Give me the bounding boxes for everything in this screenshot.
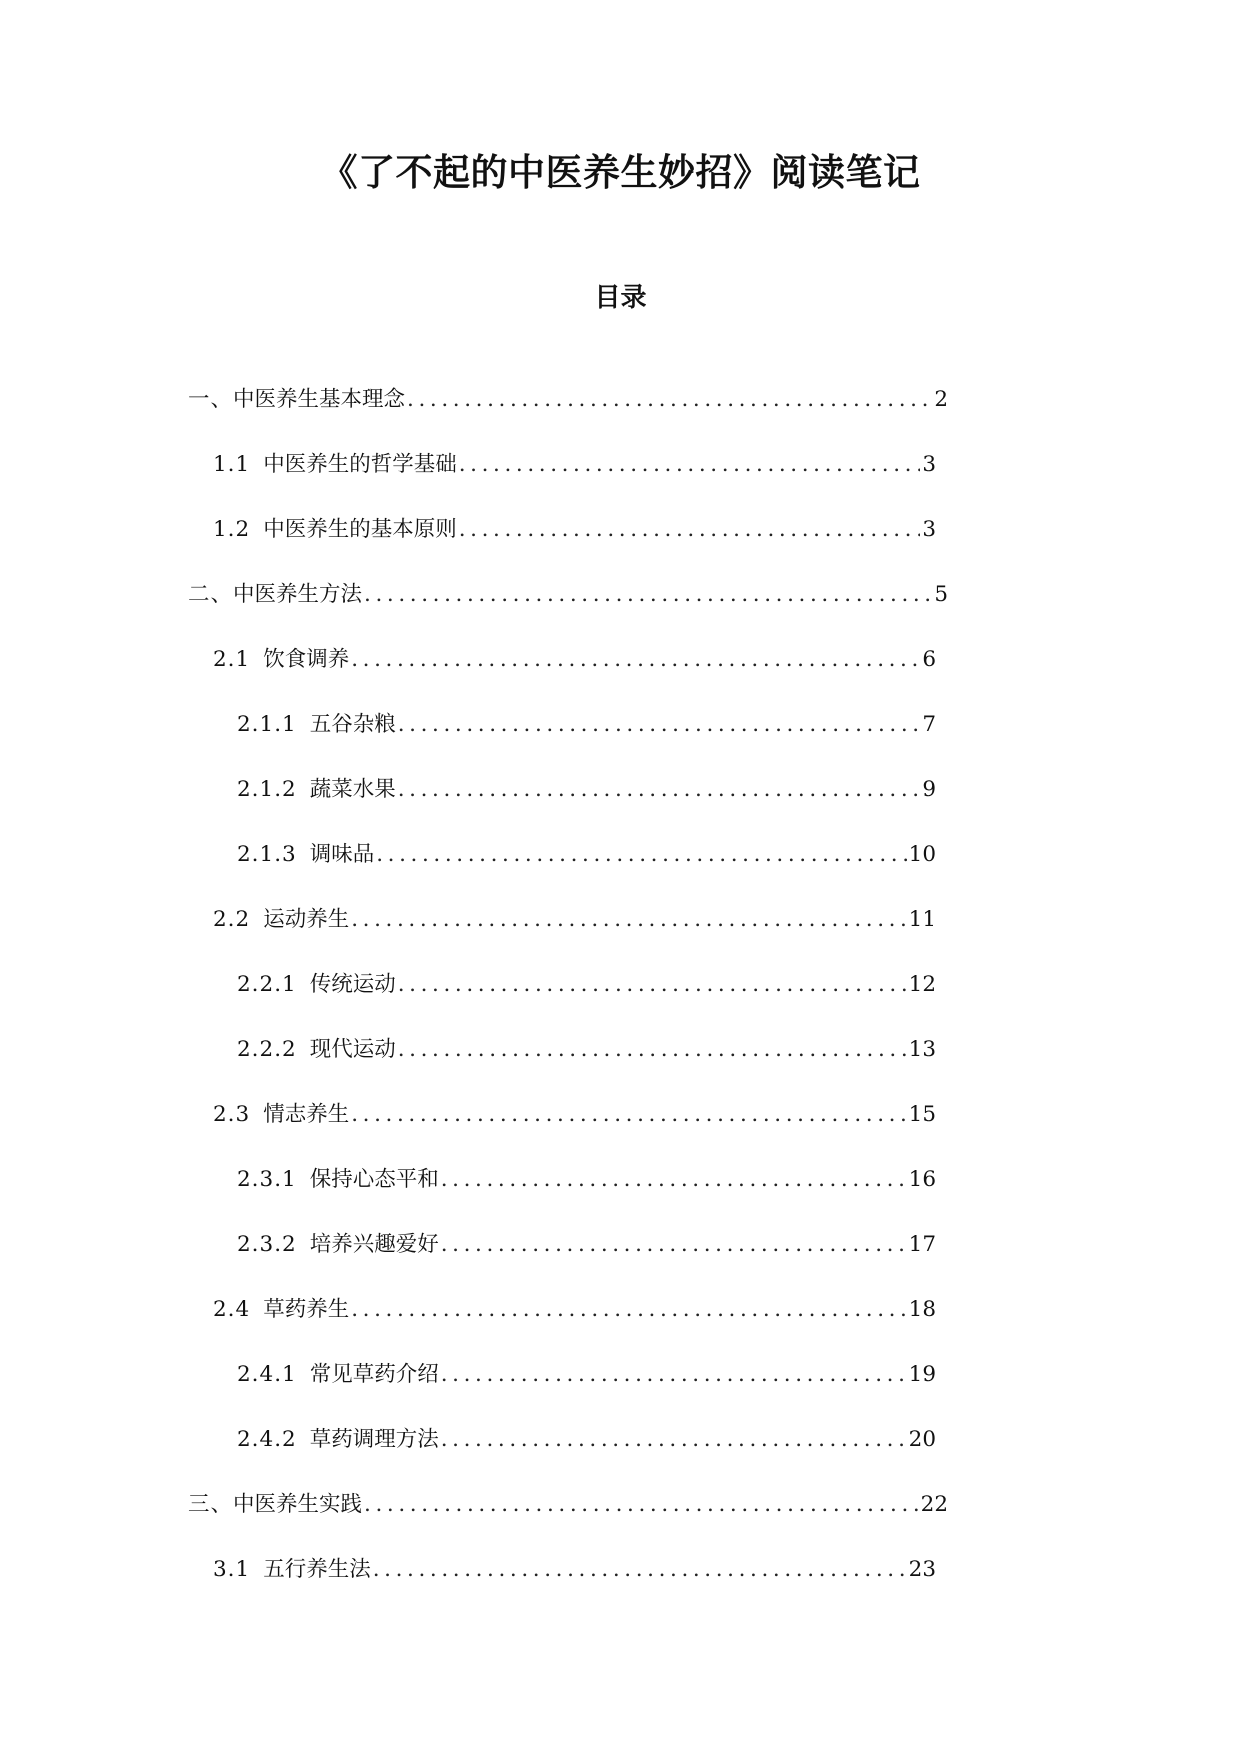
toc-entry[interactable] <box>0 1035 936 1100</box>
toc-page-number: 2 <box>934 387 948 412</box>
toc-entry-number: 2.2.1 <box>237 972 297 997</box>
table-of-contents <box>0 385 1241 1620</box>
toc-dot-leader <box>459 515 921 545</box>
toc-entry[interactable] <box>0 775 936 840</box>
toc-dot-leader <box>398 710 921 740</box>
toc-entry-title: 情志养生 <box>263 1102 350 1127</box>
toc-entry-number: 1.2 <box>213 517 251 542</box>
toc-page-number: 12 <box>908 972 936 997</box>
toc-page-number: 22 <box>920 1492 948 1517</box>
document-title: 《了不起的中医养生妙招》阅读笔记 <box>320 151 921 194</box>
toc-dot-leader <box>398 775 921 805</box>
toc-entry[interactable] <box>0 645 936 710</box>
toc-dot-leader <box>441 1360 907 1390</box>
toc-page-number: 15 <box>908 1102 936 1127</box>
toc-entry-number: 1.1 <box>213 452 251 477</box>
toc-entry[interactable] <box>0 580 948 645</box>
toc-entry[interactable] <box>0 450 936 515</box>
toc-page-number: 6 <box>922 647 936 672</box>
toc-entry[interactable] <box>0 515 936 580</box>
toc-dot-leader <box>351 645 920 675</box>
toc-page-number: 5 <box>934 582 948 607</box>
toc-page-number: 3 <box>922 517 936 542</box>
toc-dot-leader <box>441 1230 907 1260</box>
toc-entry[interactable] <box>0 1295 936 1360</box>
toc-entry-number: 2.4.1 <box>237 1362 297 1387</box>
toc-entry-number: 2.1 <box>213 647 251 672</box>
toc-entry-title: 蔬菜水果 <box>309 777 396 802</box>
toc-entry-number: 2.3.2 <box>237 1232 297 1257</box>
toc-entry[interactable] <box>0 1100 936 1165</box>
toc-entry[interactable] <box>0 710 936 775</box>
toc-entry-title: 中医养生实践 <box>233 1492 363 1517</box>
toc-heading: 目录 <box>594 283 647 313</box>
toc-entry-number: 2.2.2 <box>237 1037 297 1062</box>
toc-entry-title: 草药养生 <box>263 1297 350 1322</box>
toc-entry-title: 中医养生方法 <box>233 582 363 607</box>
toc-entry-number: 3.1 <box>213 1557 251 1582</box>
toc-entry-number: 2.1.3 <box>237 842 297 867</box>
toc-dot-leader <box>351 1295 906 1325</box>
toc-page-number: 11 <box>908 907 936 932</box>
toc-entry-number: 一、 <box>188 387 234 412</box>
toc-page-number: 23 <box>908 1557 936 1582</box>
toc-entry-title: 运动养生 <box>263 907 350 932</box>
toc-dot-leader <box>364 1490 919 1520</box>
toc-page-number: 16 <box>908 1167 936 1192</box>
toc-entry-number: 2.4.2 <box>237 1427 297 1452</box>
toc-dot-leader <box>373 1555 907 1585</box>
toc-entry[interactable] <box>0 1490 948 1555</box>
toc-entry[interactable] <box>0 905 936 970</box>
toc-entry-title: 饮食调养 <box>263 647 350 672</box>
toc-page-number: 20 <box>908 1427 936 1452</box>
toc-page-number: 3 <box>922 452 936 477</box>
toc-entry-title: 常见草药介绍 <box>309 1362 439 1387</box>
toc-page-number: 7 <box>922 712 936 737</box>
toc-entry-number: 二、 <box>188 582 234 607</box>
toc-page-number: 9 <box>922 777 936 802</box>
toc-entry-title: 培养兴趣爱好 <box>309 1232 439 1257</box>
toc-entry-title: 草药调理方法 <box>309 1427 439 1452</box>
toc-entry[interactable] <box>0 1165 936 1230</box>
toc-page-number: 19 <box>908 1362 936 1387</box>
toc-dot-leader <box>351 1100 906 1130</box>
toc-dot-leader <box>364 580 932 610</box>
toc-entry-number: 2.3 <box>213 1102 251 1127</box>
toc-entry-number: 2.3.1 <box>237 1167 297 1192</box>
toc-entry[interactable] <box>0 1360 936 1425</box>
toc-entry-title: 调味品 <box>309 842 375 867</box>
toc-page-number: 13 <box>908 1037 936 1062</box>
toc-entry-title: 中医养生的哲学基础 <box>263 452 457 477</box>
toc-entry[interactable] <box>0 1425 936 1490</box>
toc-page-number: 18 <box>908 1297 936 1322</box>
toc-entry-number: 2.4 <box>213 1297 251 1322</box>
toc-dot-leader <box>441 1425 907 1455</box>
toc-dot-leader <box>407 385 932 415</box>
toc-page-number: 17 <box>908 1232 936 1257</box>
toc-entry[interactable] <box>0 1230 936 1295</box>
toc-entry-number: 2.2 <box>213 907 251 932</box>
toc-entry[interactable] <box>0 385 948 450</box>
toc-entry-title: 五行养生法 <box>263 1557 371 1582</box>
toc-entry-number: 三、 <box>188 1492 234 1517</box>
toc-entry[interactable] <box>0 840 936 905</box>
toc-dot-leader <box>398 1035 907 1065</box>
toc-entry-title: 保持心态平和 <box>309 1167 439 1192</box>
toc-dot-leader <box>351 905 906 935</box>
toc-entry-number: 2.1.1 <box>237 712 297 737</box>
toc-entry-title: 中医养生的基本原则 <box>263 517 457 542</box>
toc-entry-number: 2.1.2 <box>237 777 297 802</box>
toc-dot-leader <box>459 450 921 480</box>
toc-dot-leader <box>441 1165 907 1195</box>
toc-entry[interactable] <box>0 970 936 1035</box>
toc-entry[interactable] <box>0 1555 936 1620</box>
toc-entry-title: 五谷杂粮 <box>309 712 396 737</box>
toc-dot-leader <box>376 840 906 870</box>
toc-entry-title: 中医养生基本理念 <box>233 387 406 412</box>
toc-page-number: 10 <box>908 842 936 867</box>
toc-entry-title: 现代运动 <box>309 1037 396 1062</box>
toc-entry-title: 传统运动 <box>309 972 396 997</box>
toc-dot-leader <box>398 970 907 1000</box>
